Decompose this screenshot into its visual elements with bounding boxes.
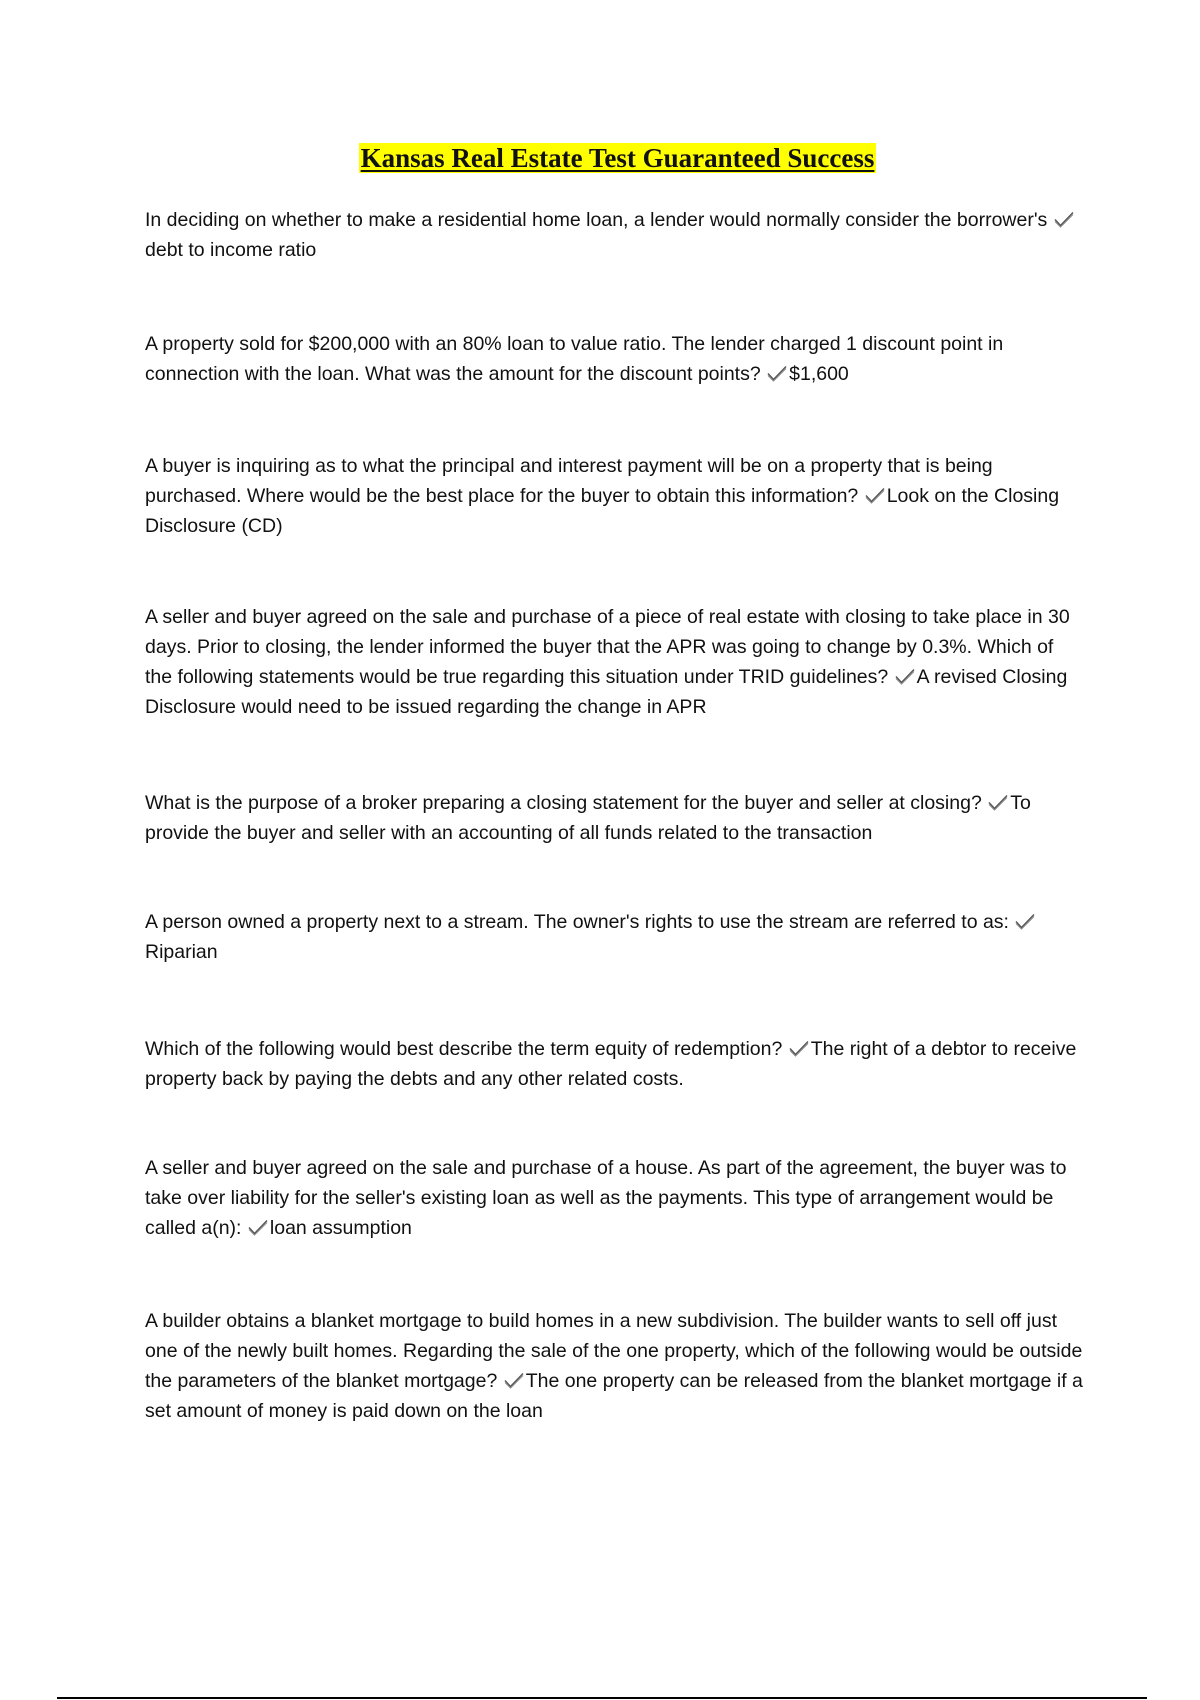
- check-mark-icon: [864, 486, 886, 504]
- answer-text: Riparian: [145, 941, 218, 963]
- document-title: Kansas Real Estate Test Guaranteed Success: [360, 143, 875, 173]
- answer-text: To provide the buyer and seller with an accounting of all funds related to the transaction: [145, 792, 1031, 844]
- qa-item: [145, 907, 1085, 967]
- question-text: A seller and buyer agreed on the sale and purchase of a house. As part of the agreement, the buyer was to take over liability for the seller's existing loan as well as the payments. This type of arrangement would be called a(n):: [145, 1157, 1067, 1239]
- check-mark-icon: [247, 1218, 269, 1236]
- qa-item: [145, 1153, 1085, 1243]
- answer-text: The right of a debtor to receive property back by paying the debts and any other related costs.: [145, 1038, 1077, 1090]
- check-mark-icon: [788, 1039, 810, 1057]
- qa-item: [145, 602, 1085, 722]
- answer-text: Look on the Closing Disclosure (CD): [145, 485, 1060, 537]
- footer-divider: [57, 1697, 1147, 1699]
- question-text: A buyer is inquiring as to what the principal and interest payment will be on a property that is being purchased. Where would be the best place for the buyer to obtain this information?: [145, 455, 993, 507]
- question-text: A property sold for $200,000 with an 80% loan to value ratio. The lender charged 1 discount point in connection with the loan. What was the amount for the discount points?: [145, 333, 1004, 385]
- question-text: A seller and buyer agreed on the sale and purchase of a piece of real estate with closing to take place in 30 days. Prior to closing, the lender informed the buyer that the APR was going to change by 0.3%. Which of the following statements would be true regarding this situation under TRID guidelines?: [145, 606, 1070, 688]
- question-text: A person owned a property next to a stream. The owner's rights to use the stream are referred to as:: [145, 911, 1009, 933]
- qa-item: [145, 1306, 1085, 1426]
- answer-text: A revised Closing Disclosure would need to be issued regarding the change in APR: [145, 666, 1068, 718]
- question-text: What is the purpose of a broker preparing a closing statement for the buyer and seller at closing?: [145, 792, 982, 814]
- question-text: Which of the following would best describe the term equity of redemption?: [145, 1038, 783, 1060]
- check-mark-icon: [987, 793, 1009, 811]
- answer-text: The one property can be released from the blanket mortgage if a set amount of money is paid down on the loan: [145, 1370, 1083, 1422]
- title-container: [0, 143, 1200, 173]
- check-mark-icon: [1014, 912, 1036, 930]
- answer-text: debt to income ratio: [145, 239, 317, 261]
- check-mark-icon: [894, 667, 916, 685]
- qa-item: [145, 451, 1085, 541]
- qa-item: [145, 205, 1085, 265]
- question-text: In deciding on whether to make a residential home loan, a lender would normally consider the borrower's: [145, 209, 1048, 231]
- answer-text: $1,600: [789, 363, 849, 385]
- qa-item: [145, 788, 1085, 848]
- check-mark-icon: [503, 1371, 525, 1389]
- qa-item: [145, 329, 1085, 389]
- qa-item: [145, 1034, 1085, 1094]
- check-mark-icon: [766, 364, 788, 382]
- check-mark-icon: [1053, 210, 1075, 228]
- question-text: A builder obtains a blanket mortgage to build homes in a new subdivision. The builder wants to sell off just one of the newly built homes. Regarding the sale of the one property, which of the following would be outside the parameters of the blanket mortgage?: [145, 1310, 1083, 1392]
- answer-text: loan assumption: [269, 1217, 412, 1239]
